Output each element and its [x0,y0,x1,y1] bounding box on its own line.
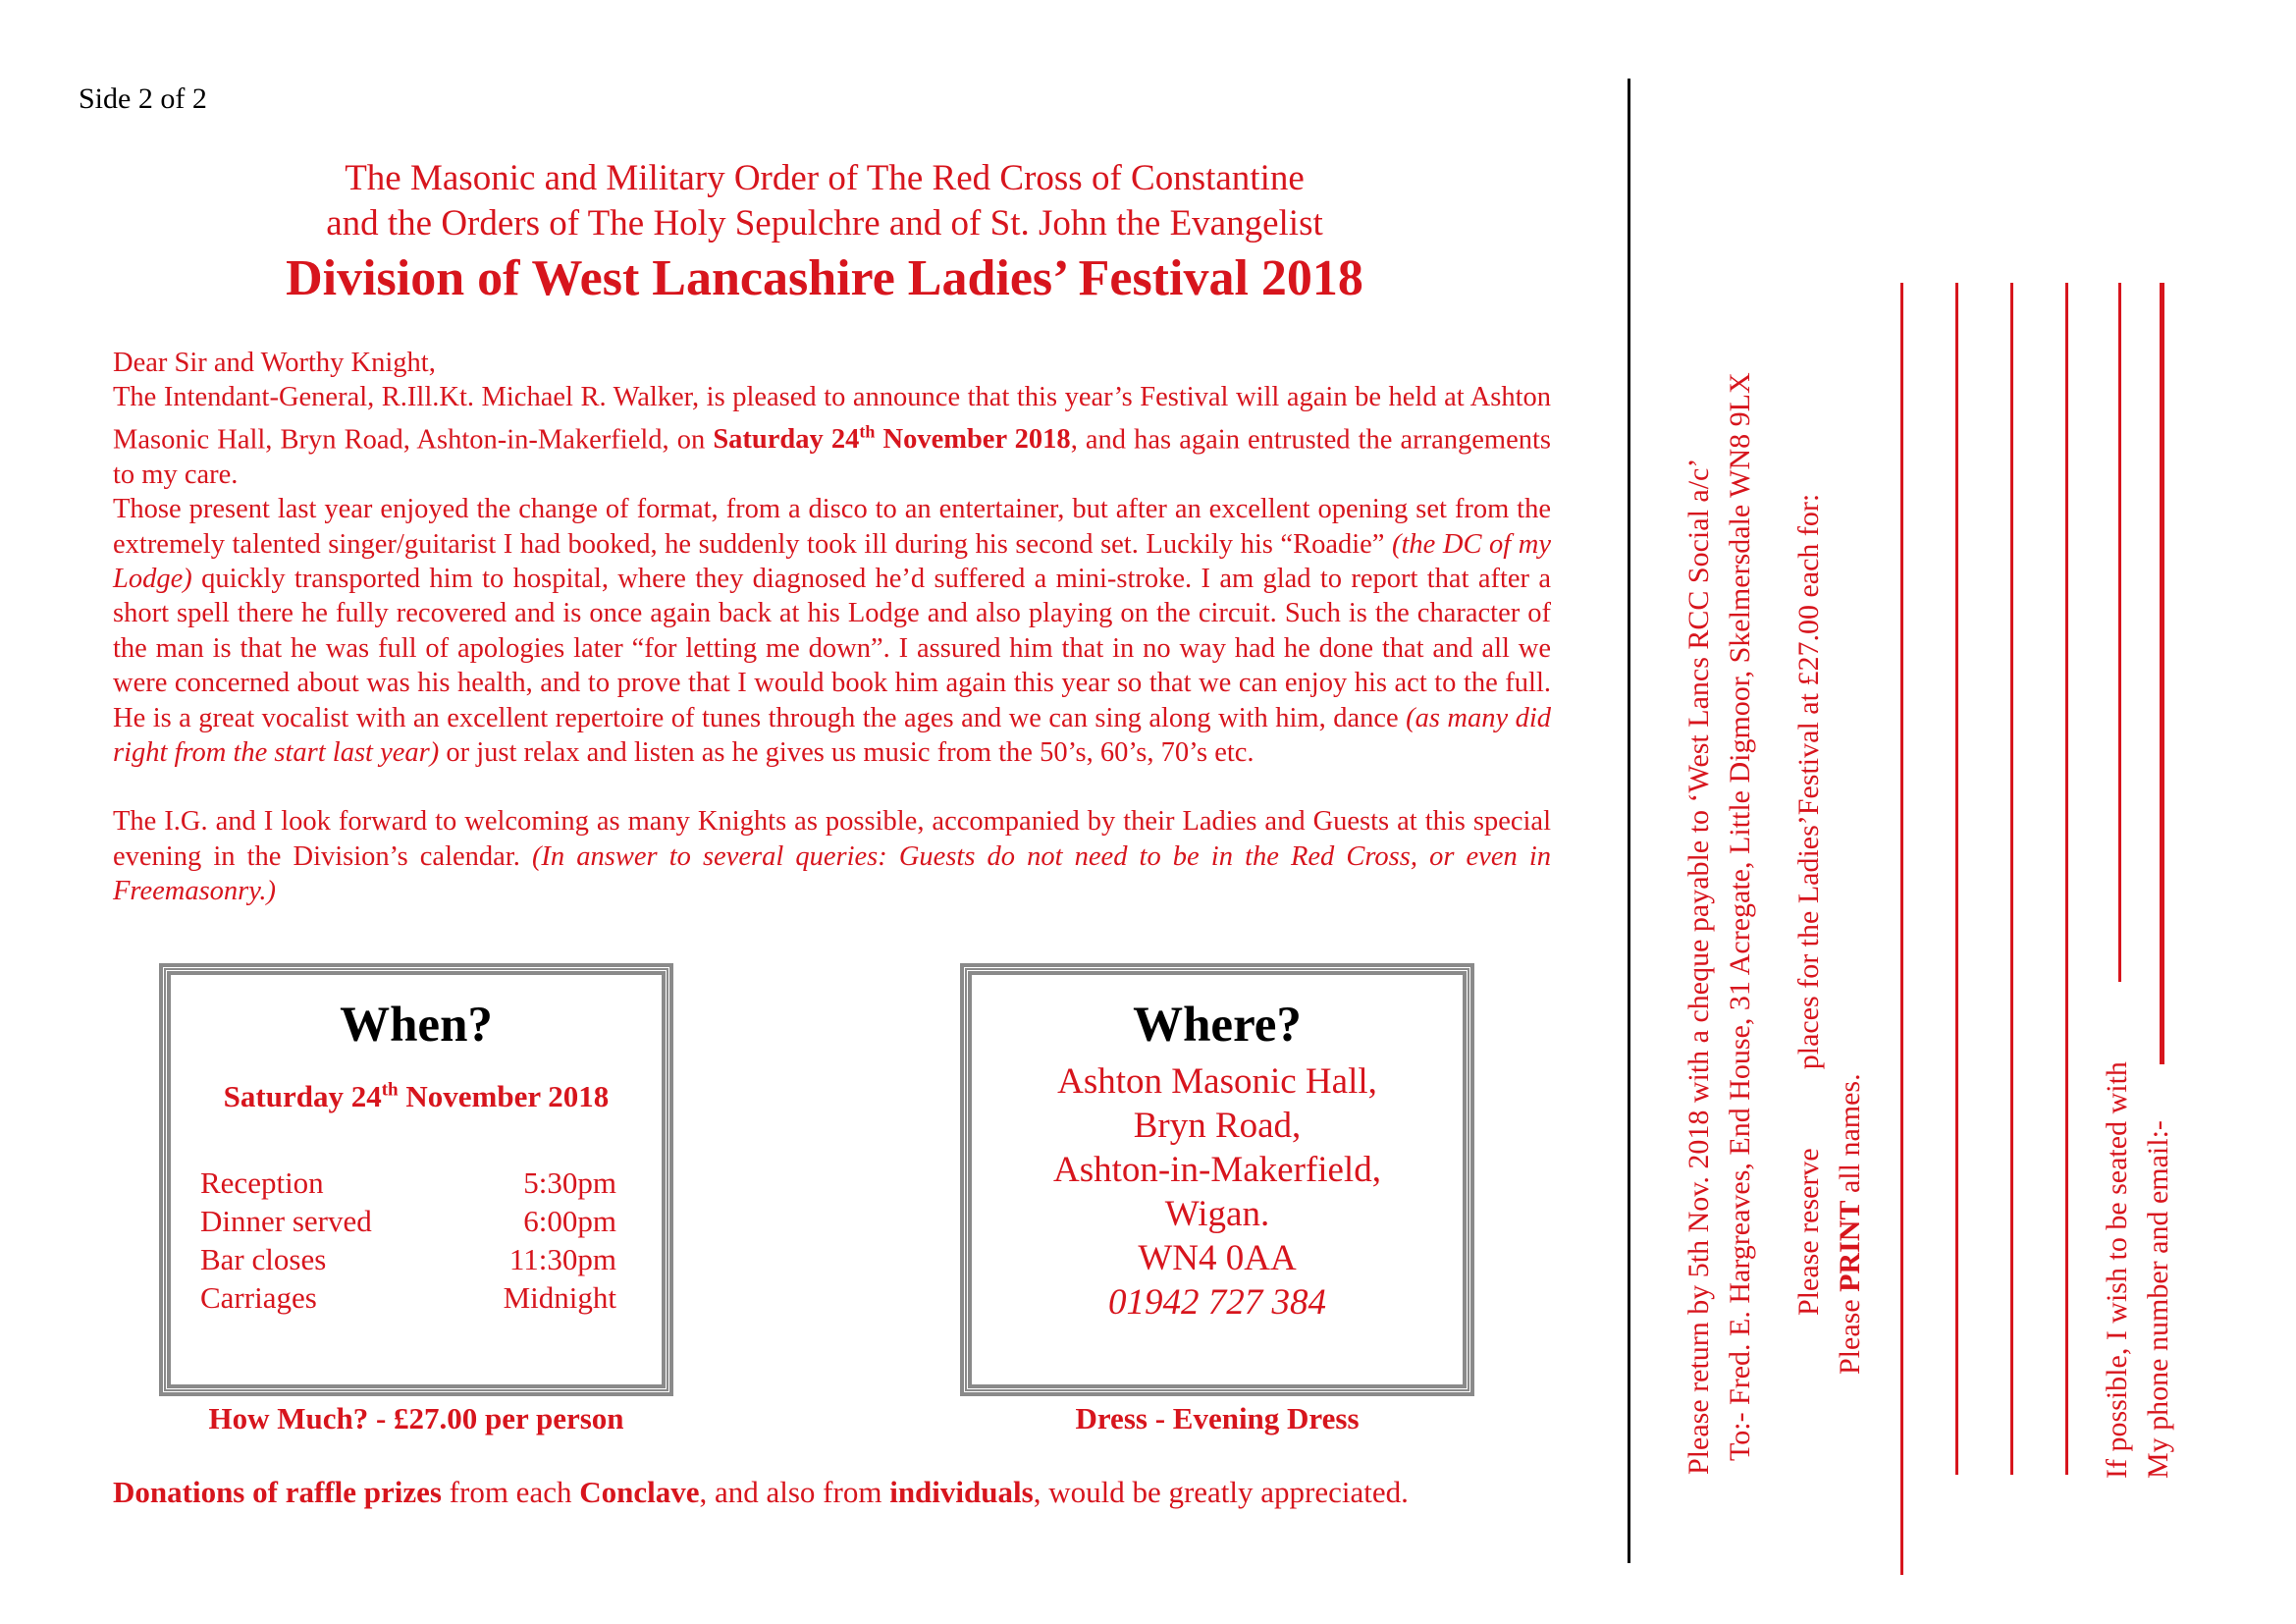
donations-individuals: individuals [889,1475,1034,1509]
schedule-event: Reception [200,1165,324,1200]
order-name-line-1: The Masonic and Military Order of The Red Cross of Constantine [345,158,1305,198]
schedule-time: 11:30pm [508,1242,616,1276]
where-box [960,963,1474,1396]
schedule-event: Dinner served [200,1204,372,1238]
donations-text: from each [441,1475,580,1509]
print-emphasis: PRINT [1834,1200,1866,1292]
announcement-text: The Intendant-General, R.Ill.Kt. Michael R. Walker, is pleased to announce that this year’s Festival will again be held at Ashton Masonic Hall, Bryn Road, Ashton-in-Makerfield, on [113,382,1551,456]
seating-entry-line[interactable] [2118,283,2121,982]
venue-address [972,1059,1463,1325]
venue-address-line: WN4 0AA [1138,1238,1297,1278]
name-entry-line[interactable] [2065,283,2068,1475]
schedule-row [200,1278,662,1317]
name-entry-line[interactable] [2010,283,2013,1475]
venue-address-line: Wigan. [1164,1194,1270,1234]
print-text: Please [1834,1291,1866,1375]
when-date-month: November 2018 [398,1079,610,1113]
schedule-time: 5:30pm [523,1165,616,1200]
venue-address-line: Ashton-in-Makerfield, [1053,1150,1381,1190]
when-date-day: Saturday 24 [223,1079,382,1113]
schedule [200,1164,662,1317]
price-caption: How Much? - £27.00 per person [208,1401,624,1435]
where-title: Where? [1133,998,1302,1053]
return-address: To:- Fred. E. Hargreaves, End House, 31 Acregate, Little Digmoor, Skelmersdale WN8 9LX [1724,372,1756,1461]
reserve-label: Please reserve [1792,1148,1825,1316]
donations-text: , would be greatly appreciated. [1033,1475,1409,1509]
schedule-time: Midnight [503,1280,616,1315]
salutation: Dear Sir and Worthy Knight, [113,348,436,378]
venue-phone: 01942 727 384 [1108,1282,1326,1323]
when-title: When? [340,998,493,1053]
when-date-suffix: th [381,1079,399,1101]
when-box [159,963,673,1396]
guests-note: (In answer to several queries: Guests do not need to be in the Red Cross, or even in Freemasonry.) [113,840,1551,907]
schedule-event: Bar closes [200,1242,327,1276]
print-text-end: all names. [1834,1073,1866,1201]
reserve-price-text: places for the Ladies’Festival at £27.00 each for: [1792,493,1825,1070]
paragraph-welcome [113,804,1551,908]
schedule-row [200,1164,662,1202]
when-date [171,1079,662,1114]
entertainer-aside-2: (as many did right from the start last year) [113,702,1552,768]
name-entry-line[interactable] [1900,283,1903,1575]
festival-date-month: November 2018 [875,424,1071,456]
contact-entry-line[interactable] [2160,283,2164,1064]
tear-off-line [1628,79,1630,1563]
festival-date-suffix: th [859,421,876,442]
entertainer-text-3: or just relax and listen as he gives us music from the 50’s, 60’s, 70’s etc. [439,736,1255,768]
side-label: Side 2 of 2 [79,82,207,115]
letter-body [113,346,1551,909]
donations-conclave: Conclave [579,1475,700,1509]
print-names-line [1832,1073,1869,1375]
announcement-text-end: , and has again entrusted the arrangements to my care. [113,424,1552,490]
contact-request: My phone number and email:- [2142,1120,2174,1479]
reserve-places-line [1790,494,1828,1316]
schedule-time: 6:00pm [523,1204,616,1238]
donations-note [113,1475,1409,1510]
venue-address-line: Bryn Road, [1133,1106,1302,1146]
festival-title: Division of West Lancashire Ladies’ Festival 2018 [286,250,1363,306]
paragraph-announcement [113,380,1551,492]
venue-address-line: Ashton Masonic Hall, [1057,1061,1377,1102]
dress-caption: Dress - Evening Dress [1075,1401,1360,1435]
return-instructions: Please return by 5th Nov. 2018 with a cheque payable to ‘West Lancs RCC Social a/c’ [1682,458,1715,1475]
schedule-row [200,1202,662,1240]
name-entry-line[interactable] [1955,283,1958,1475]
entertainer-aside-1: (the DC of my Lodge) [113,528,1551,594]
entertainer-text: Those present last year enjoyed the change of format, from a disco to an entertainer, but after an excellent opening set from the extremely talented singer/guitarist I had booked, he suddenly took ill during his second set. Luckily his “Roadie” [113,494,1551,560]
order-name-line-2: and the Orders of The Holy Sepulchre and of St. John the Evangelist [326,203,1323,244]
donations-text: , and also from [699,1475,890,1509]
welcome-text: The I.G. and I look forward to welcoming as many Knights as possible, accompanied by their Ladies and Guests at this special evening in the Division’s calendar. [113,806,1551,872]
entertainer-text-2: quickly transported him to hospital, where they diagnosed he’d suffered a mini-stroke. I am glad to report that after a short spell there he fully recovered and is once again back at his Lodge and also playing on the circuit. Such is the character of the man is that he was full of apologies later “for letting me down”. I assured him that in no way had he done that and all we were concerned about was his health, and to prove that I would book him again this year so that we can enjoy his act to the full. He is a great vocalist with an excellent repertoire of tunes through the ages and we can sing along with him, dance [113,563,1551,733]
schedule-row [200,1240,662,1278]
seating-request: If possible, I wish to be seated with [2101,1061,2133,1479]
schedule-event: Carriages [200,1280,317,1315]
donations-raffle: Donations of raffle prizes [113,1475,442,1509]
paragraph-entertainer [113,492,1551,770]
festival-date-day: Saturday 24 [713,424,860,456]
festival-date [713,421,1071,456]
